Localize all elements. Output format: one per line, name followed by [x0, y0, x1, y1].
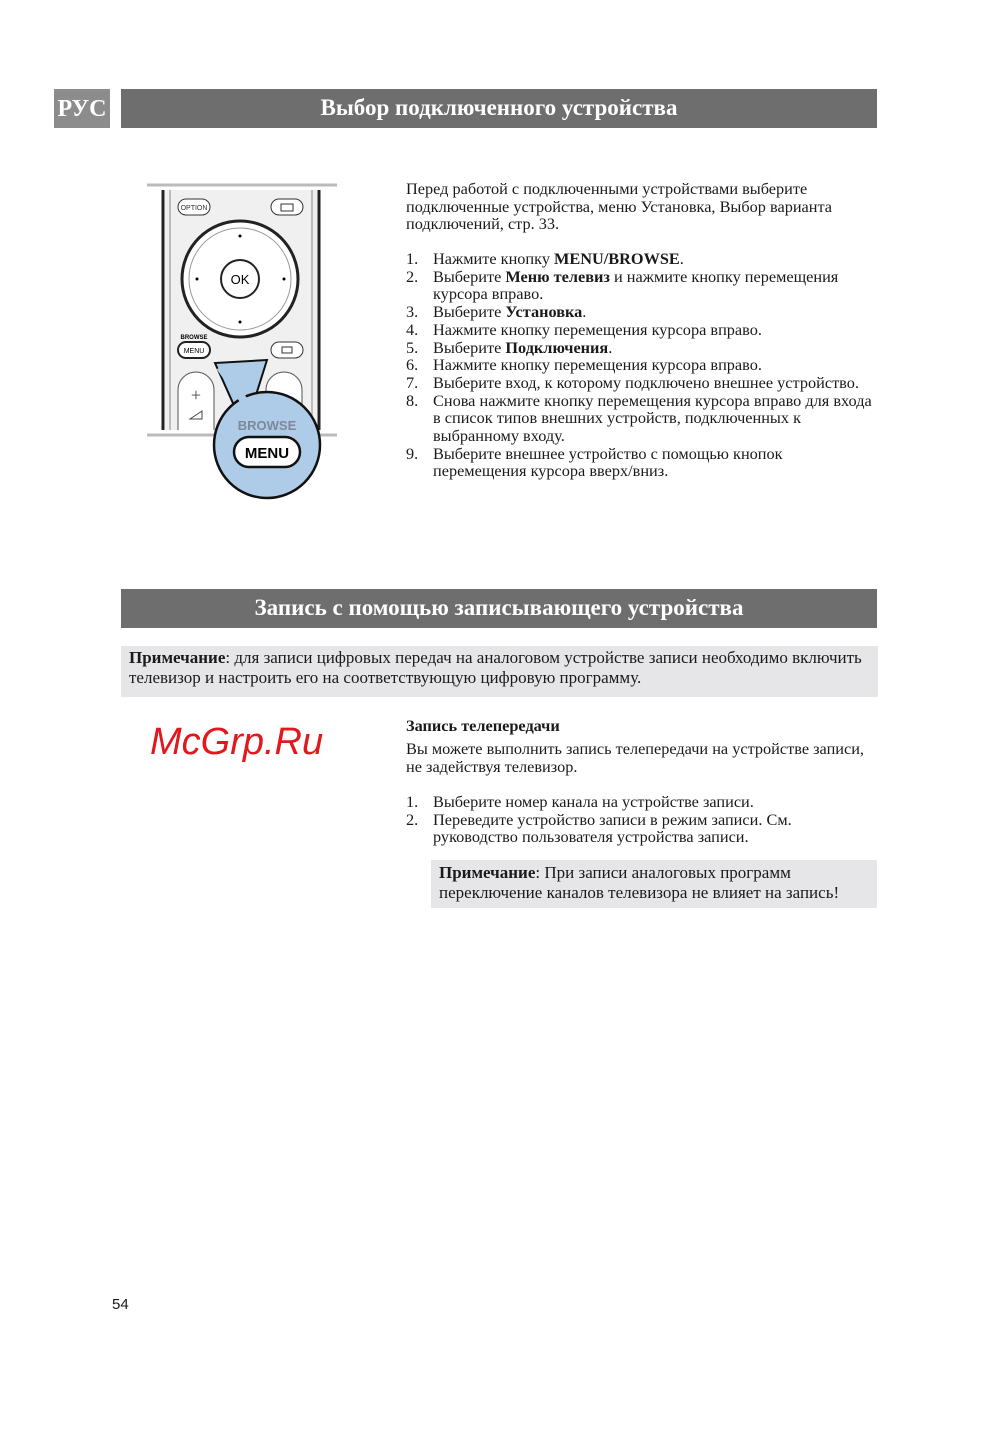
step-text: .: [582, 302, 587, 322]
list-item: [406, 250, 876, 268]
step-number: 1.: [406, 249, 419, 268]
step-number: 7.: [406, 372, 419, 392]
list-item: [406, 356, 876, 374]
step-text: Выберите: [433, 302, 506, 322]
step-text: Переведите устройство записи в режим записи. См. руководство пользователя устройства записи.: [433, 809, 792, 847]
step-number: 6.: [406, 355, 419, 375]
step-bold: Подключения: [505, 337, 609, 357]
list-item: [406, 321, 876, 339]
step-number: 2.: [406, 266, 419, 286]
step-text: Нажмите кнопку перемещения курсора вправо.: [433, 319, 762, 339]
step-text: и нажмите кнопку перемещения курсора вправо.: [433, 266, 839, 304]
note-box: [121, 646, 878, 697]
volume-plus-label: +: [190, 385, 202, 405]
step-bold: MENU/BROWSE: [554, 249, 680, 268]
list-item: [406, 811, 876, 846]
step-text: Выберите внешнее устройство с помощью кнопок перемещения курсора вверх/вниз.: [433, 443, 783, 481]
list-item: [406, 392, 876, 445]
step-number: 9.: [406, 443, 419, 463]
language-tab: РУС: [54, 89, 110, 128]
step-bold: Установка: [505, 302, 583, 322]
list-item: [406, 374, 876, 392]
step-text: .: [608, 337, 613, 357]
step-text: Нажмите кнопку перемещения курсора вправо.: [433, 355, 762, 375]
teletext-button: [271, 342, 303, 358]
list-item: [406, 268, 876, 303]
ok-label: OK: [230, 272, 250, 287]
step-text: Выберите: [433, 337, 506, 357]
steps-list: [406, 793, 876, 846]
list-item: [406, 303, 876, 321]
step-text: Выберите номер канала на устройстве записи.: [433, 792, 754, 811]
list-item: [406, 445, 876, 480]
subheading: Запись телепередачи: [406, 716, 560, 735]
remote-control-illustration: [145, 175, 340, 505]
browse-small-label: BROWSE: [180, 335, 208, 341]
step-bold: Меню телевиз: [505, 266, 610, 286]
option-label: OPTION: [180, 205, 208, 212]
note-text: : При записи аналоговых программ переключение каналов телевизора не влияет на запись!: [439, 863, 840, 902]
step-number: 3.: [406, 302, 419, 322]
step-number: 2.: [406, 809, 419, 829]
step-number: 4.: [406, 319, 419, 339]
step-number: 5.: [406, 337, 419, 357]
intro-paragraph: Перед работой с подключенными устройствами выберите подключенные устройства, меню Установка, Выбор варианта подключений, стр. 33.: [406, 179, 833, 234]
step-number: 1.: [406, 792, 419, 811]
note-label: Примечание: [129, 648, 226, 667]
browse-big-label: BROWSE: [237, 418, 297, 433]
guide-button: [271, 199, 303, 215]
watermark: McGrp.Ru: [150, 721, 324, 763]
note-text: : для записи цифровых передач на аналоговом устройстве записи необходимо включить телевизор и настроить его на соответствующую цифровую программу.: [129, 648, 862, 687]
note-box: [431, 860, 877, 908]
step-text: .: [679, 249, 684, 268]
list-item: [406, 793, 876, 811]
step-text: Выберите: [433, 266, 506, 286]
step-text: Выберите вход, к которому подключено внешнее устройство.: [433, 372, 859, 392]
step-text: Нажмите кнопку: [433, 249, 555, 268]
section-title: Запись с помощью записывающего устройства: [121, 589, 877, 628]
list-item: [406, 339, 876, 357]
paragraph: Вы можете выполнить запись телепередачи на устройстве записи, не задействуя телевизор.: [406, 739, 865, 776]
steps-list: [406, 250, 876, 480]
page-number: 54: [112, 1296, 129, 1313]
note-label: Примечание: [439, 863, 536, 882]
step-text: Снова нажмите кнопку перемещения курсора вправо для входа в список типов внешних устройств, подключенных к выбранному входу.: [433, 390, 872, 446]
section-title: Выбор подключенного устройства: [121, 89, 877, 128]
menu-small-label: MENU: [183, 348, 205, 355]
menu-big-label: MENU: [244, 445, 290, 462]
step-number: 8.: [406, 390, 419, 410]
